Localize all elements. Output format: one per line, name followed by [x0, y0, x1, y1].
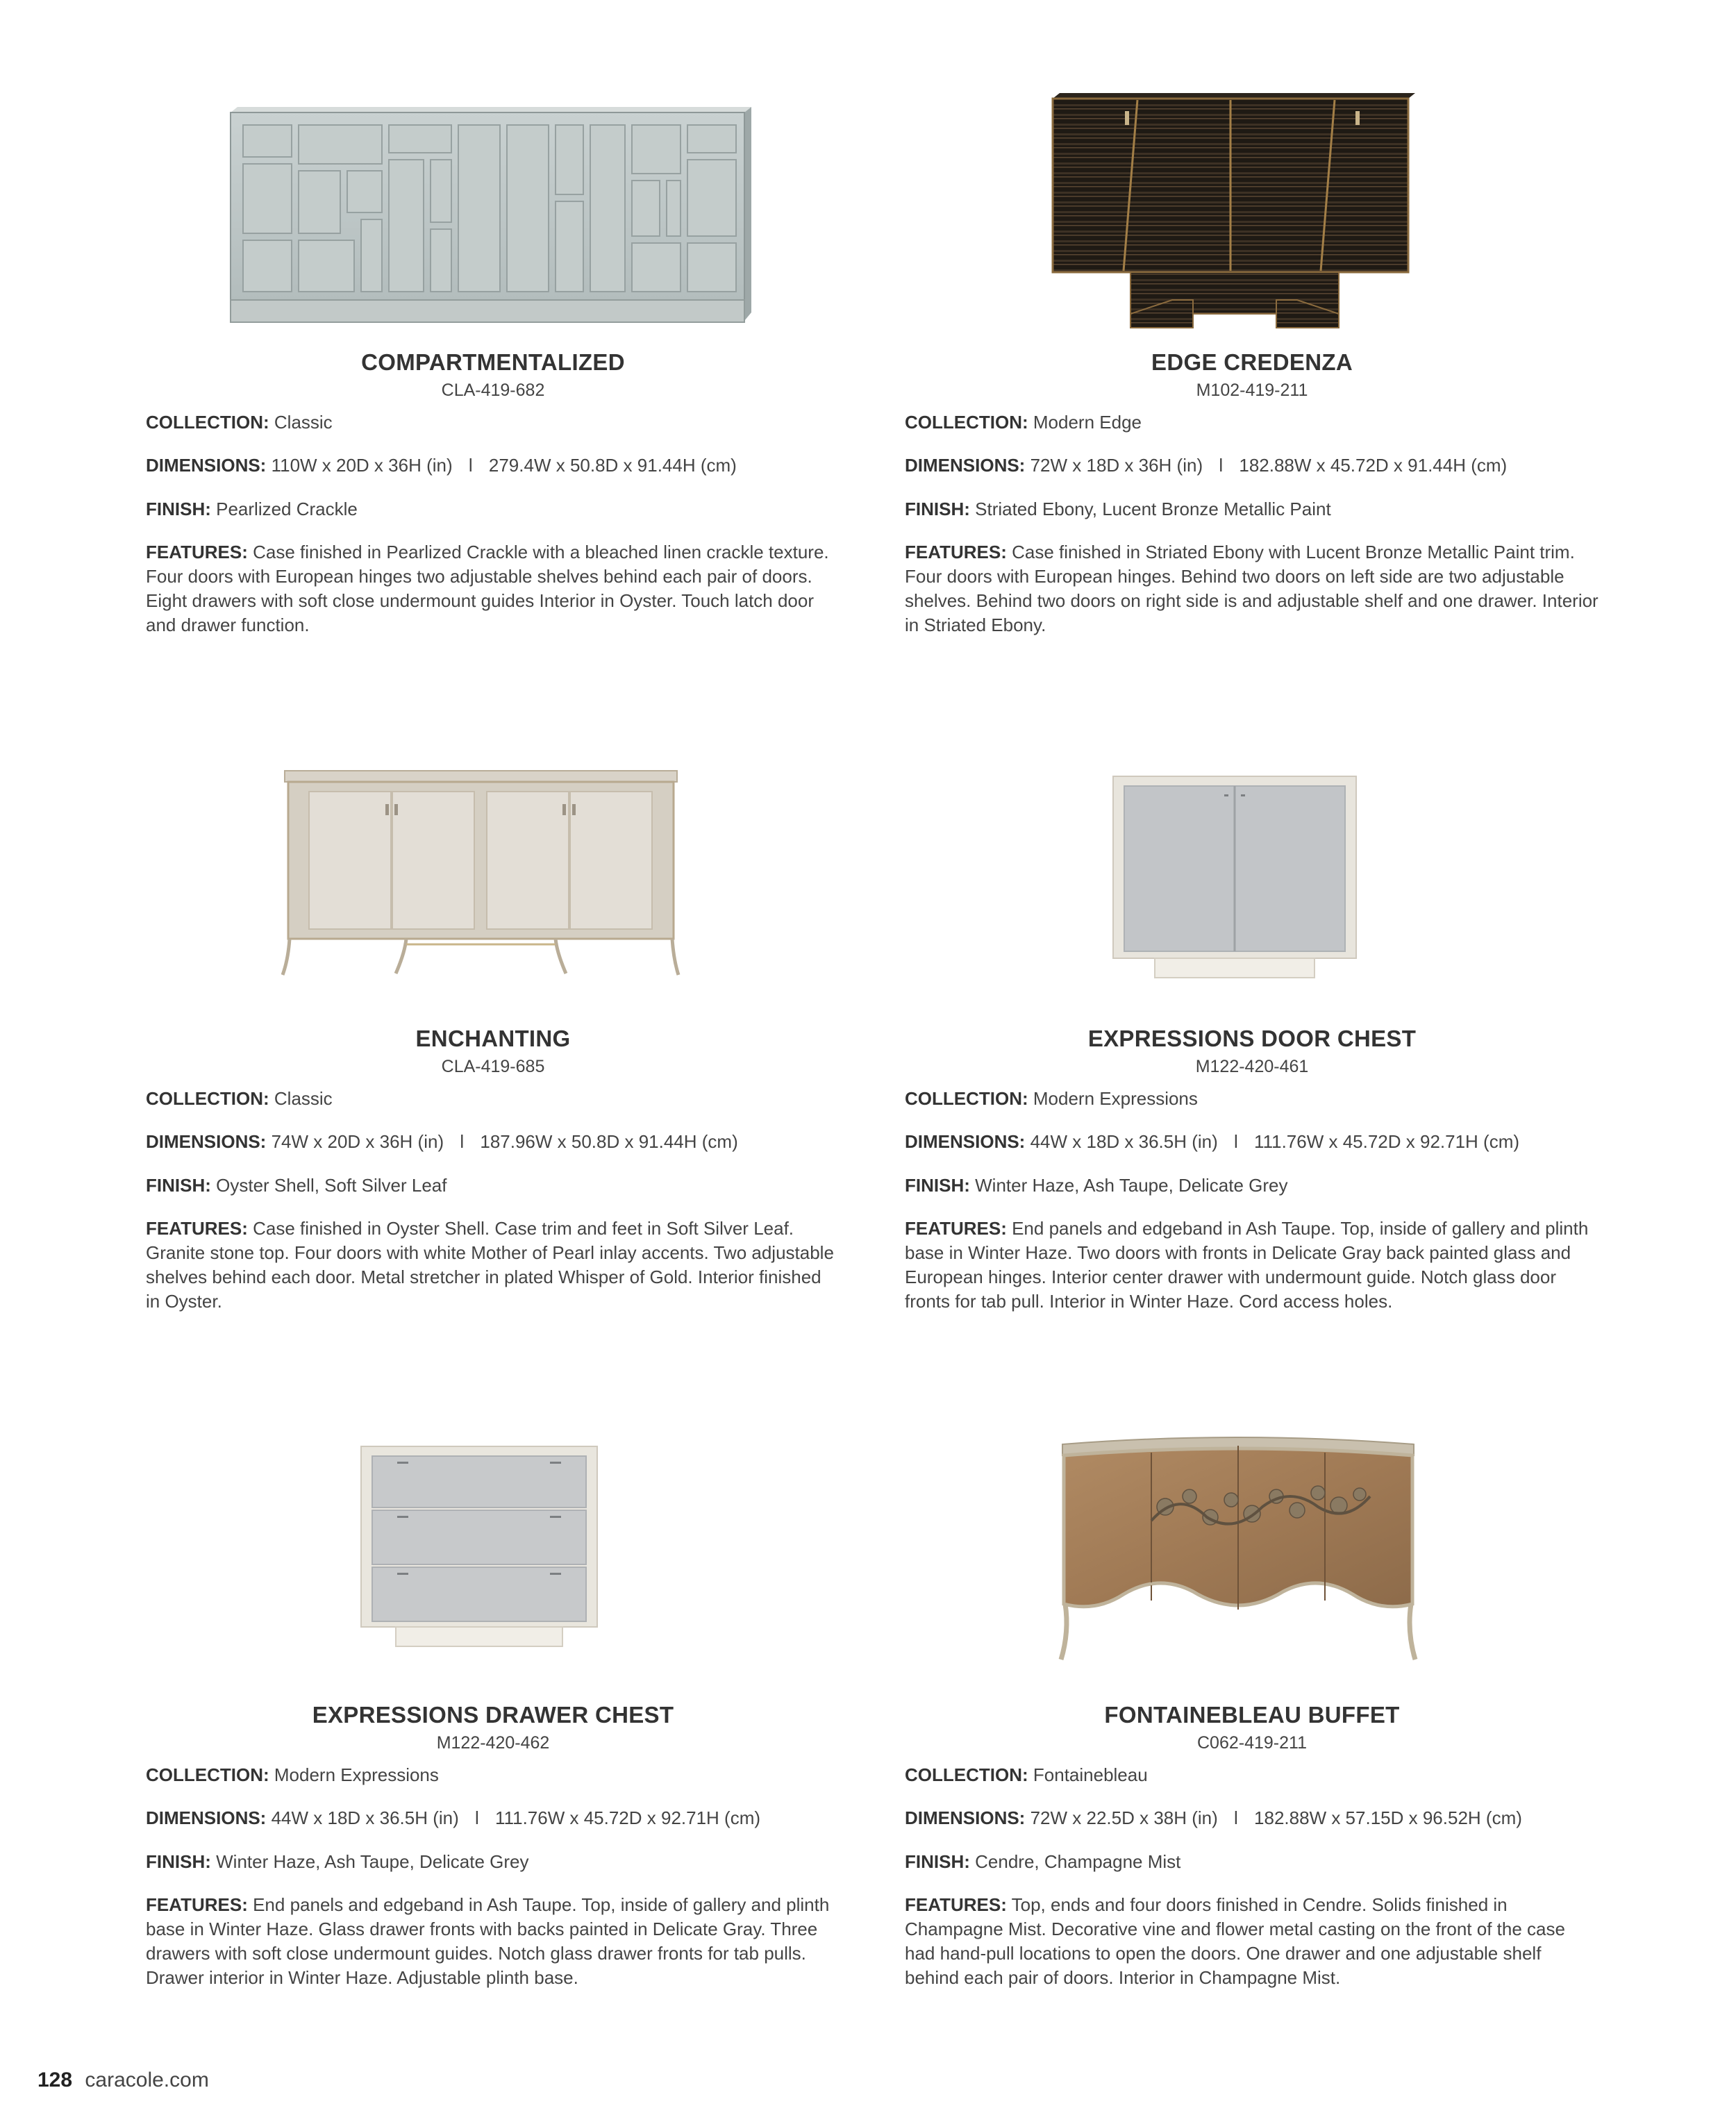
product-title: EXPRESSIONS DOOR CHEST [1087, 1026, 1417, 1051]
product-image-expressions-door-chest [1106, 771, 1363, 989]
finish-value: Winter Haze, Ash Taupe, Delicate Grey [216, 1851, 529, 1872]
collection-line [905, 1763, 1599, 1787]
dimensions-cm: 111.76W x 45.72D x 92.71H (cm) [1254, 1131, 1520, 1152]
product-title: ENCHANTING [415, 1026, 571, 1051]
dimensions-label: DIMENSIONS: [146, 1807, 267, 1828]
collection-line [146, 1763, 840, 1787]
dimensions-in: 110W x 20D x 36H (in) [271, 455, 453, 476]
product-image-edge-credenza [1047, 92, 1422, 335]
product-title: FONTAINEBLEAU BUFFET [1104, 1702, 1400, 1728]
finish-label: FINISH: [146, 499, 211, 519]
features-text: Case finished in Pearlized Crackle with a bleached linen crackle texture. Four doors with European hinges two adjustable shelves behind each pair of doors. Eight drawers with soft close undermount guides Interior in Oyster. Touch latch door and drawer function. [146, 542, 829, 635]
dimensions-line [905, 1806, 1599, 1830]
dimensions-in: 74W x 20D x 36H (in) [271, 1131, 444, 1152]
dimensions-label: DIMENSIONS: [905, 1131, 1026, 1152]
dimensions-line [905, 1130, 1599, 1154]
finish-line [905, 1173, 1599, 1198]
product-title: EXPRESSIONS DRAWER CHEST [312, 1702, 674, 1728]
finish-line [146, 1173, 840, 1198]
collection-label: COLLECTION: [905, 1764, 1028, 1785]
product-sku: M102-419-211 [1196, 381, 1308, 400]
collection-value: Classic [274, 412, 333, 433]
finish-line [905, 497, 1599, 521]
finish-line [905, 1850, 1599, 1874]
collection-value: Modern Expressions [1033, 1088, 1198, 1109]
dimensions-cm: 111.76W x 45.72D x 92.71H (cm) [495, 1807, 761, 1828]
features-block [905, 1217, 1599, 1314]
dimensions-cm: 187.96W x 50.8D x 91.44H (cm) [480, 1131, 738, 1152]
dimensions-cm: 182.88W x 57.15D x 96.52H (cm) [1254, 1807, 1522, 1828]
collection-line [905, 410, 1599, 435]
collection-line [146, 1087, 840, 1111]
collection-line [146, 410, 840, 435]
features-label: FEATURES: [146, 1218, 248, 1239]
product-title: COMPARTMENTALIZED [361, 349, 625, 375]
product-sku: M122-420-462 [436, 1733, 550, 1753]
dimensions-line [146, 1130, 840, 1154]
finish-value: Cendre, Champagne Mist [975, 1851, 1181, 1872]
dimensions-separator: l [1234, 1807, 1238, 1828]
features-text: End panels and edgeband in Ash Taupe. Top, inside of gallery and plinth base in Winter Haze. Glass drawer fronts with backs painted in Delicate Gray. Three drawers with soft close undermount guides. Notch glass drawer fronts for tab pulls. Drawer interior in Winter Haze. Adjustable plinth base. [146, 1894, 830, 1988]
finish-label: FINISH: [905, 1851, 970, 1872]
finish-label: FINISH: [905, 1175, 970, 1196]
dimensions-in: 72W x 18D x 36H (in) [1030, 455, 1203, 476]
features-text: Top, ends and four doors finished in Cendre. Solids finished in Champagne Mist. Decorative vine and flower metal casting on the front of the case had hand-pull locations to open the doors. One drawer and one adjustable shelf behind each pair of doors. Interior in Champagne Mist. [905, 1894, 1565, 1988]
finish-value: Pearlized Crackle [216, 499, 358, 519]
collection-label: COLLECTION: [146, 412, 269, 433]
dimensions-separator: l [1234, 1131, 1238, 1152]
features-block [146, 1893, 840, 1990]
dimensions-line [905, 453, 1599, 478]
dimensions-in: 44W x 18D x 36.5H (in) [1030, 1131, 1218, 1152]
features-label: FEATURES: [905, 542, 1007, 562]
product-image-fontainebleau-buffet [1054, 1430, 1422, 1670]
collection-label: COLLECTION: [146, 1764, 269, 1785]
collection-value: Fontainebleau [1033, 1764, 1148, 1785]
page-number: 128 [37, 2069, 73, 2091]
features-label: FEATURES: [146, 1894, 248, 1915]
dimensions-label: DIMENSIONS: [146, 455, 267, 476]
dimensions-separator: l [1219, 455, 1224, 476]
product-sku: CLA-419-682 [441, 381, 545, 400]
dimensions-line [146, 1806, 840, 1830]
features-label: FEATURES: [905, 1894, 1007, 1915]
finish-line [146, 497, 840, 521]
finish-value: Striated Ebony, Lucent Bronze Metallic Paint [975, 499, 1331, 519]
page-footer [37, 2069, 209, 2092]
features-label: FEATURES: [146, 542, 248, 562]
collection-value: Modern Expressions [274, 1764, 439, 1785]
finish-label: FINISH: [146, 1851, 211, 1872]
product-sku: CLA-419-685 [441, 1057, 545, 1076]
features-block [905, 1893, 1599, 1990]
finish-line [146, 1850, 840, 1874]
features-text: Case finished in Striated Ebony with Lucent Bronze Metallic Paint trim. Four doors with European hinges. Behind two doors on left side are two adjustable shelves. Behind two doors on right side is and adjustable shelf and one drawer. Interior in Striated Ebony. [905, 542, 1599, 635]
features-block [146, 1217, 840, 1314]
product-image-compartmentalized [222, 104, 764, 340]
dimensions-separator: l [468, 455, 473, 476]
collection-line [905, 1087, 1599, 1111]
product-image-enchanting [281, 765, 681, 980]
finish-value: Winter Haze, Ash Taupe, Delicate Grey [975, 1175, 1288, 1196]
product-sku: M122-420-461 [1195, 1057, 1309, 1076]
dimensions-cm: 182.88W x 45.72D x 91.44H (cm) [1239, 455, 1508, 476]
features-text: Case finished in Oyster Shell. Case trim and feet in Soft Silver Leaf. Granite stone top. Four doors with white Mother of Pearl inlay accents. Two adjustable shelves behind each door. Metal stretcher in plated Whisper of Gold. Interior finished in Oyster. [146, 1218, 834, 1312]
collection-label: COLLECTION: [905, 1088, 1028, 1109]
dimensions-label: DIMENSIONS: [905, 455, 1026, 476]
collection-label: COLLECTION: [905, 412, 1028, 433]
collection-value: Modern Edge [1033, 412, 1142, 433]
website-link[interactable]: caracole.com [85, 2069, 209, 2091]
product-title: EDGE CREDENZA [1151, 349, 1353, 375]
finish-label: FINISH: [146, 1175, 211, 1196]
product-sku: C062-419-211 [1197, 1733, 1307, 1753]
product-image-expressions-drawer-chest [354, 1441, 604, 1660]
dimensions-label: DIMENSIONS: [146, 1131, 267, 1152]
collection-value: Classic [274, 1088, 333, 1109]
dimensions-separator: l [460, 1131, 465, 1152]
features-label: FEATURES: [905, 1218, 1007, 1239]
dimensions-separator: l [475, 1807, 479, 1828]
dimensions-line [146, 453, 840, 478]
features-block [146, 540, 840, 637]
collection-label: COLLECTION: [146, 1088, 269, 1109]
dimensions-in: 72W x 22.5D x 38H (in) [1030, 1807, 1218, 1828]
features-block [905, 540, 1599, 637]
finish-label: FINISH: [905, 499, 970, 519]
dimensions-label: DIMENSIONS: [905, 1807, 1026, 1828]
finish-value: Oyster Shell, Soft Silver Leaf [216, 1175, 447, 1196]
dimensions-cm: 279.4W x 50.8D x 91.44H (cm) [488, 455, 737, 476]
features-text: End panels and edgeband in Ash Taupe. Top, inside of gallery and plinth base in Winter Haze. Two doors with fronts in Delicate Gray back painted glass and European hinges. Interior center drawer with undermount guide. Notch glass door fronts for tab pull. Interior in Winter Haze. Cord access holes. [905, 1218, 1589, 1312]
dimensions-in: 44W x 18D x 36.5H (in) [271, 1807, 459, 1828]
